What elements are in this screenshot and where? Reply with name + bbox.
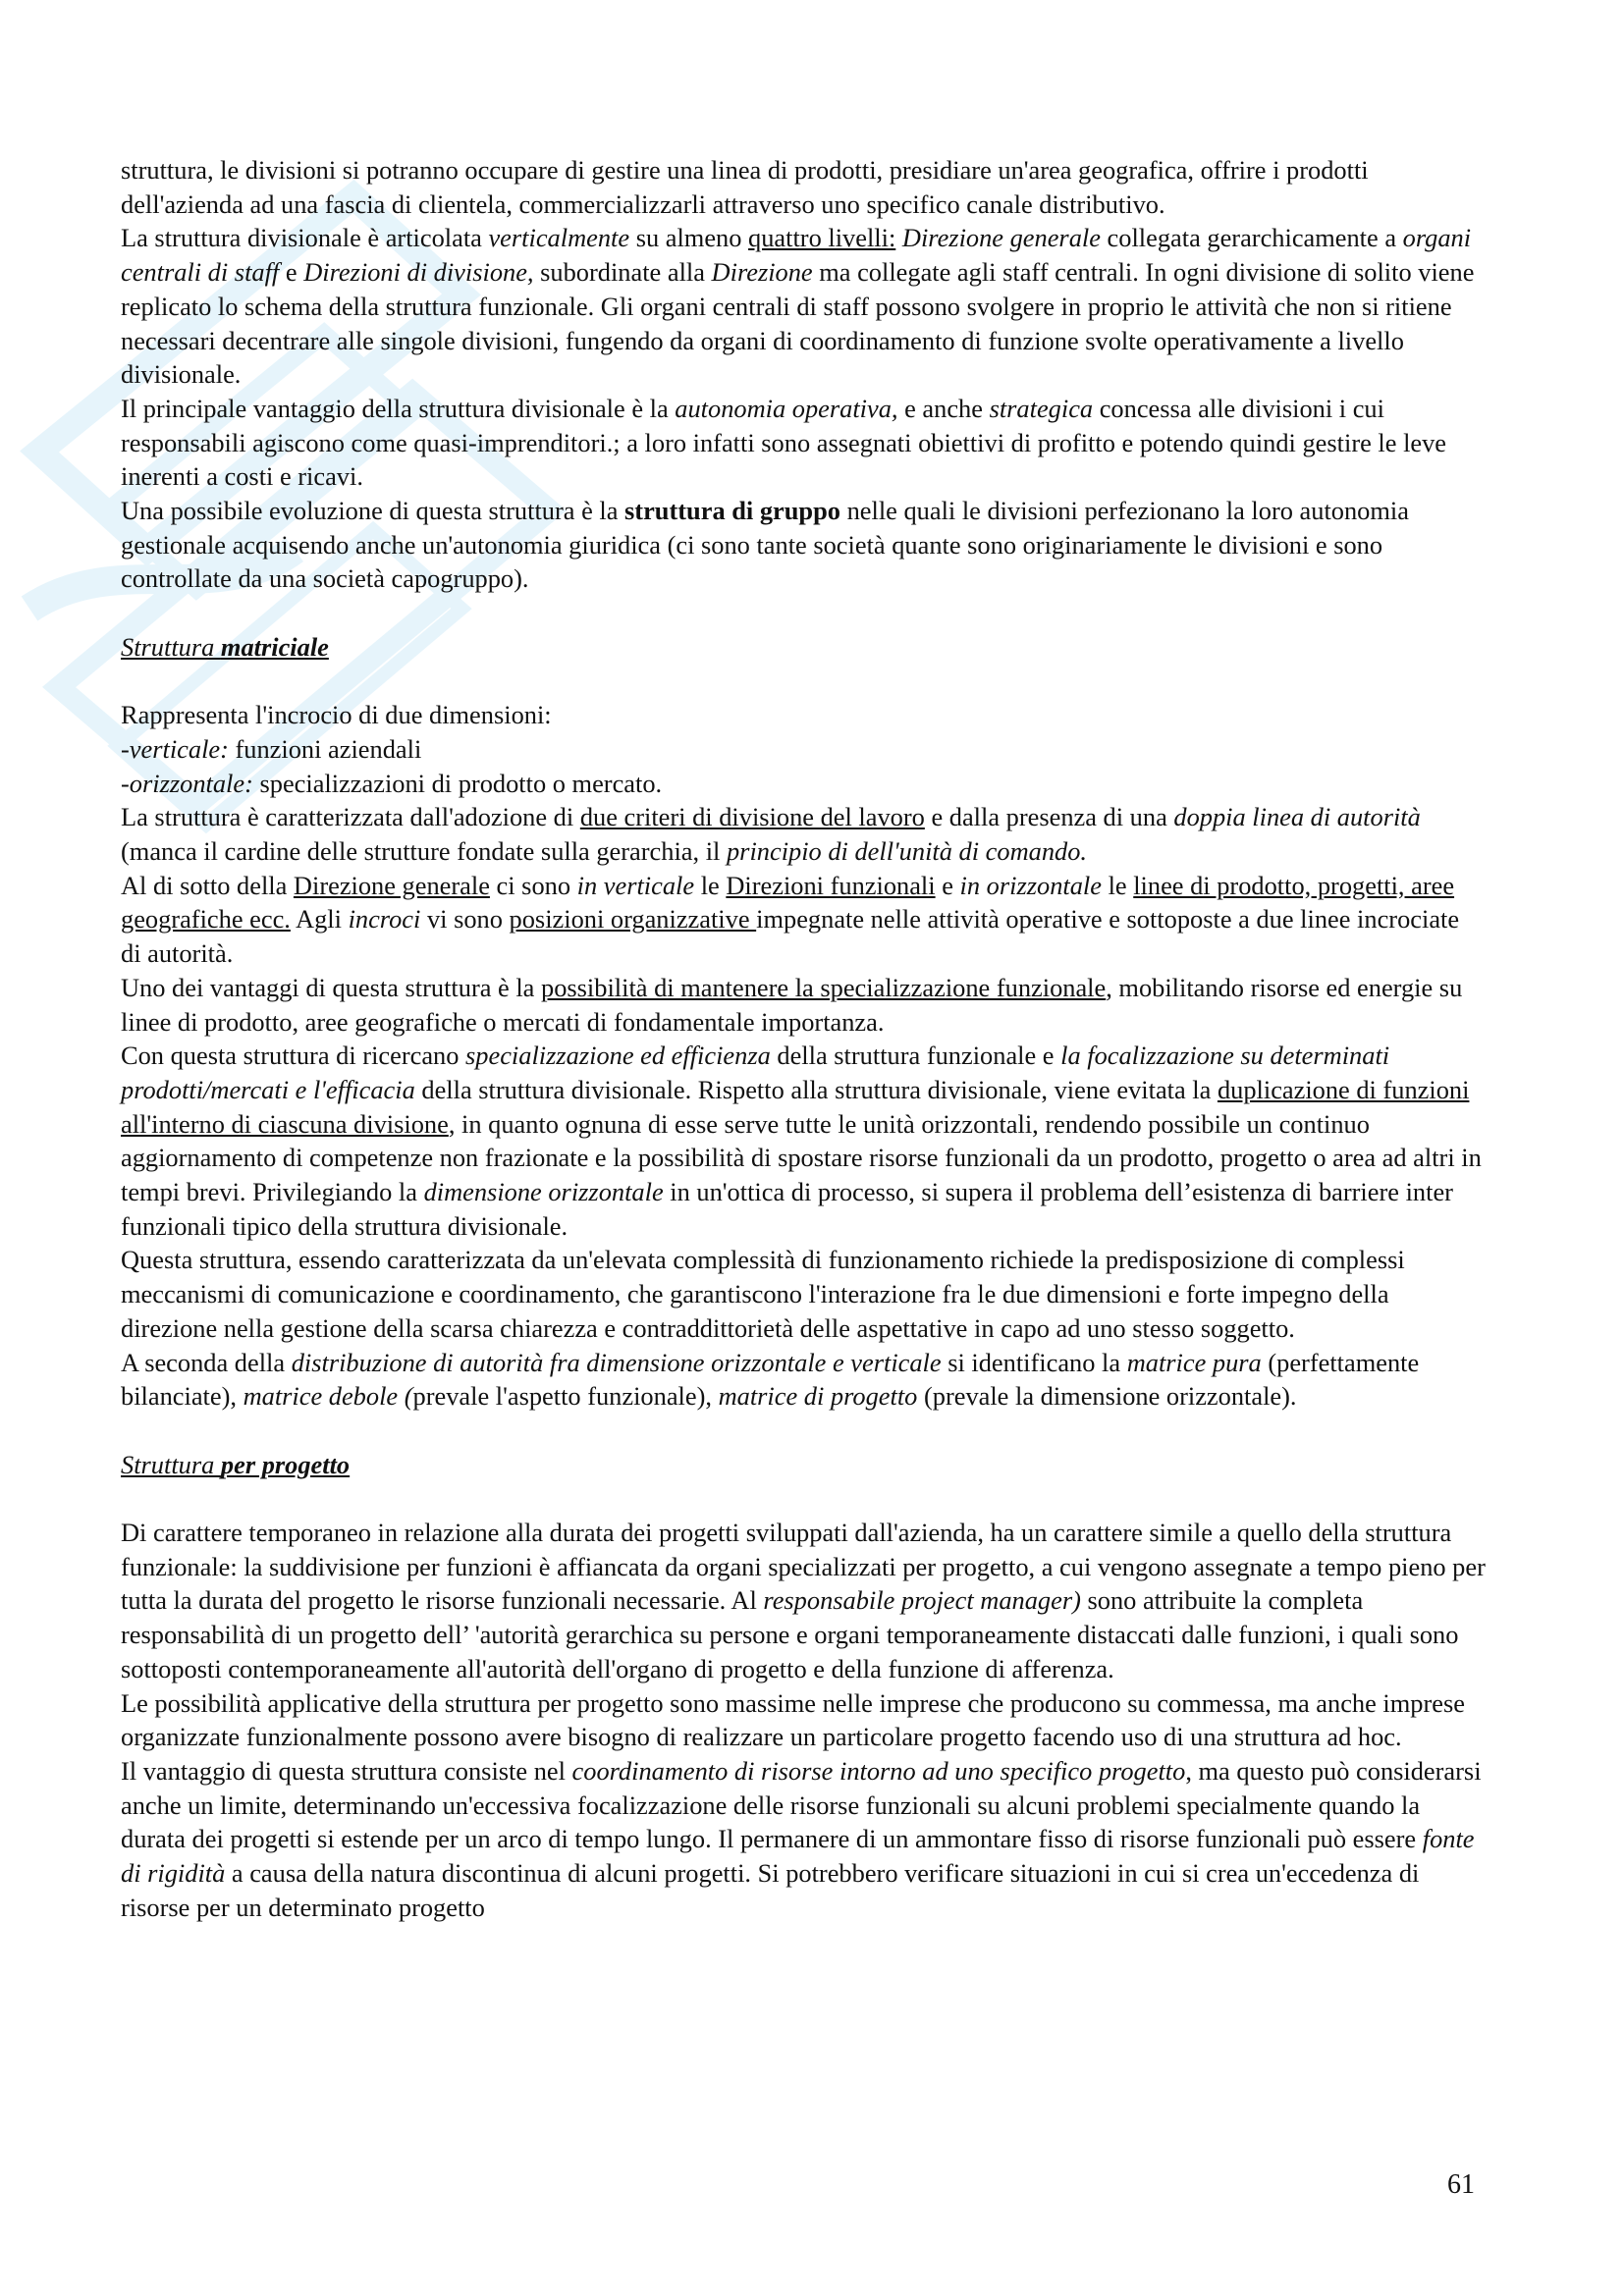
text: Di carattere temporaneo in relazione alla durata dei progetti sviluppati dall'azienda, ha un carattere simile a quello della struttura funzionale: la suddivisione per funzioni è affiancata da organi specializzati per progetto, a cui vengono assegnate a tempo pieno per tutta la durata del progetto le risorse funzionali necessarie. Al: [121, 1518, 1486, 1616]
paragraph-3: [121, 392, 1486, 494]
text: matrice di progetto: [718, 1381, 918, 1412]
text: verticale:: [129, 733, 229, 764]
text: concessa alle divisioni i cui responsabili agiscono come quasi-imprenditori.; a loro infatti sono assegnati obiettivi di profitto e potendo quindi gestire le leve inerenti a costi e ricavi.: [121, 393, 1447, 492]
text: collegata gerarchicamente a: [1100, 223, 1403, 253]
text: funzioni aziendali: [228, 733, 422, 764]
document-body: [121, 153, 1486, 1925]
text: la focalizzazione su determinati prodotti/mercati e l'efficacia: [121, 1041, 1390, 1104]
text: doppia linea di autorità: [1173, 802, 1421, 832]
text: specializzazioni di prodotto o mercato.: [252, 768, 663, 798]
paragraph-8: [121, 800, 1486, 868]
text: dimensione orizzontale: [423, 1177, 664, 1207]
text: prevale l'aspetto funzionale),: [412, 1381, 719, 1412]
text: nelle quali le divisioni perfezionano la loro autonomia gestionale acquisendo anche un'autonomia giuridica (ci sono tante società quante sono originariamente le divisioni e sono controllate da una società capogruppo).: [121, 496, 1409, 594]
list-item-verticale: [121, 732, 1486, 767]
text: Direzione generale: [901, 223, 1101, 253]
text: , in quanto ognuna di esse serve tutte le unità orizzontali, rendendo possibile un continuo aggiornamento di competenze non frazionate e la possibilità di spostare risorse funzionali da un prodotto, progetto o area ad altri in tempi brevi. Privilegiando la: [121, 1108, 1482, 1207]
text: autonomia operativa,: [675, 393, 898, 423]
text: Uno dei vantaggi di questa struttura è la: [121, 972, 541, 1002]
text: in un'ottica di processo, si supera il problema dell’esistenza di barriere inter funzionali tipico della struttura divisionale.: [121, 1177, 1453, 1241]
text: organi centrali di staff: [121, 223, 1472, 288]
paragraph-15: Le possibilità applicative della struttura per progetto sono massime nelle imprese che producono su commessa, ma anche imprese organizzate funzionalmente possono avere bisogno di realizzare un particolare progetto facendo uso di una struttura ad hoc.: [121, 1687, 1465, 1752]
text: della struttura divisionale. Rispetto alla struttura divisionale, viene evitata la: [414, 1074, 1218, 1104]
text: e dalla presenza di una: [924, 802, 1174, 832]
section-heading-per-progetto: [121, 1448, 1486, 1482]
text: in verticale: [576, 870, 695, 900]
paragraph-4: [121, 494, 1486, 596]
text: (manca il cardine delle strutture fondate sulla gerarchia, il: [121, 836, 727, 867]
text: Struttura: [121, 1449, 221, 1479]
text: sono attribuite la completa responsabilità di un progetto dell’ 'autorità gerarchica su persone e organi temporaneamente distaccati dalle funzioni, i quali sono sottoposti contemporaneamente all'autorità dell'organo di progetto e della funzione di afferenza.: [121, 1585, 1459, 1683]
text: linee di prodotto, progetti, aree geografiche ecc.: [121, 870, 1455, 934]
text: -: [121, 733, 130, 764]
text: verticalmente: [488, 223, 630, 253]
text: A seconda della: [121, 1347, 292, 1377]
text: e: [935, 870, 960, 900]
text: Il vantaggio di questa struttura consiste nel: [121, 1755, 572, 1786]
text: La struttura è caratterizzata dall'adozione di: [121, 802, 580, 832]
text: Agli: [290, 904, 349, 934]
text: si identificano la: [941, 1347, 1127, 1377]
text: matriciale: [220, 631, 329, 662]
paragraph-10: [121, 971, 1486, 1039]
text: La struttura divisionale è articolata: [121, 223, 489, 253]
text: coordinamento di risorse intorno ad uno specifico progetto: [571, 1755, 1186, 1786]
text: Direzione generale: [293, 870, 490, 900]
paragraph-14: [121, 1516, 1486, 1686]
paragraph-9: [121, 869, 1486, 971]
text: ci sono: [489, 870, 577, 900]
text: Una possibile evoluzione di questa struttura è la: [121, 496, 625, 526]
text: della struttura funzionale e: [770, 1041, 1061, 1071]
text: possibilità di mantenere la specializzazione funzionale: [541, 972, 1107, 1002]
text: -: [121, 768, 130, 798]
text: matrice debole (: [243, 1381, 413, 1412]
text: fonte di rigidità: [121, 1824, 1475, 1889]
paragraph-13: [121, 1346, 1486, 1414]
text: , ma questo può considerarsi anche un limite, determinando un'eccessiva focalizzazione delle risorse funzionali su alcuni problemi specialmente quando la durata dei progetti si estende per un arco di tempo lungo. Il permanere di un ammontare fisso di risorse funzionali può essere: [121, 1755, 1482, 1854]
text: distribuzione di autorità fra dimensione orizzontale e verticale: [291, 1347, 942, 1377]
text: Il principale vantaggio della struttura divisionale è la: [121, 393, 676, 423]
text: Direzione: [711, 257, 813, 288]
text: Direzioni di divisione,: [303, 257, 534, 288]
text: vi sono: [420, 904, 510, 934]
text: (prevale la dimensione orizzontale).: [917, 1381, 1297, 1412]
text: subordinate alla: [533, 257, 712, 288]
text: incroci: [348, 904, 421, 934]
text: orizzontale:: [129, 768, 253, 798]
text: per progetto: [220, 1449, 351, 1479]
text: Direzioni funzionali: [726, 870, 936, 900]
text: due criteri di divisione del lavoro: [579, 802, 925, 832]
section-heading-matriciale: [121, 630, 1486, 665]
text: Al di sotto della: [121, 870, 294, 900]
text: duplicazione di funzioni all'interno di ciascuna divisione: [121, 1074, 1470, 1139]
text: (perfettamente bilanciate),: [121, 1347, 1420, 1412]
text: [895, 223, 902, 252]
paragraph-12: Questa struttura, essendo caratterizzata da un'elevata complessità di funzionamento richiede la predisposizione di complessi meccanismi di comunicazione e coordinamento, che garantiscono l'interazione fra le due dimensioni e forte impegno della direzione nella gestione della scarsa chiarezza e contraddittorietà delle aspettative in capo ad uno stesso soggetto.: [121, 1245, 1405, 1343]
paragraph-16: [121, 1754, 1486, 1925]
text: quattro livelli:: [748, 223, 896, 253]
list-item-orizzontale: [121, 767, 1486, 801]
text: su almeno: [629, 223, 749, 253]
paragraph-5: Rappresenta l'incrocio di due dimensioni:: [121, 700, 552, 730]
text: Struttura: [121, 631, 221, 662]
paragraph-1: struttura, le divisioni si potranno occupare di gestire una linea di prodotti, presidiare un'area geografica, offrire i prodotti dell'azienda ad una fascia di clientela, commercializzarli attraverso uno specifico canale distributivo.: [121, 155, 1369, 219]
text: in orizzontale: [959, 870, 1102, 900]
text: matrice pura: [1126, 1347, 1262, 1377]
text: impegnate nelle attività operative e sottoposte a due linee incrociate di autorità.: [121, 904, 1460, 969]
text: specializzazione ed efficienza: [465, 1041, 771, 1071]
text: Con questa struttura di ricercano: [121, 1041, 466, 1071]
text: struttura di gruppo: [624, 496, 840, 526]
text: , mobilitando risorse ed energie su linee di prodotto, aree geografiche o mercati di fondamentale importanza.: [121, 972, 1463, 1037]
text: strategica: [989, 393, 1094, 423]
text: le: [1101, 870, 1134, 900]
text: responsabile project manager): [763, 1585, 1081, 1616]
text: le: [694, 870, 727, 900]
text: posizioni organizzative: [509, 904, 757, 934]
text: e: [279, 257, 304, 288]
page-number: 61: [1447, 2169, 1475, 2200]
text: ma collegate agli staff centrali. In ogni divisione di solito viene replicato lo schema della struttura funzionale. Gli organi centrali di staff possono svolgere in proprio le attività che non si ritiene necessari decentrare alle singole divisioni, fungendo da organi di coordinamento di funzione svolte operativamente a livello divisionale.: [121, 257, 1475, 390]
paragraph-2: [121, 221, 1486, 392]
paragraph-11: [121, 1039, 1486, 1243]
text: e anche: [897, 393, 990, 423]
text: a causa della natura discontinua di alcuni progetti. Si potrebbero verificare situazioni in cui si crea un'eccedenza di risorse per un determinato progetto: [121, 1858, 1420, 1922]
text: principio di dell'unità di comando.: [726, 836, 1088, 867]
